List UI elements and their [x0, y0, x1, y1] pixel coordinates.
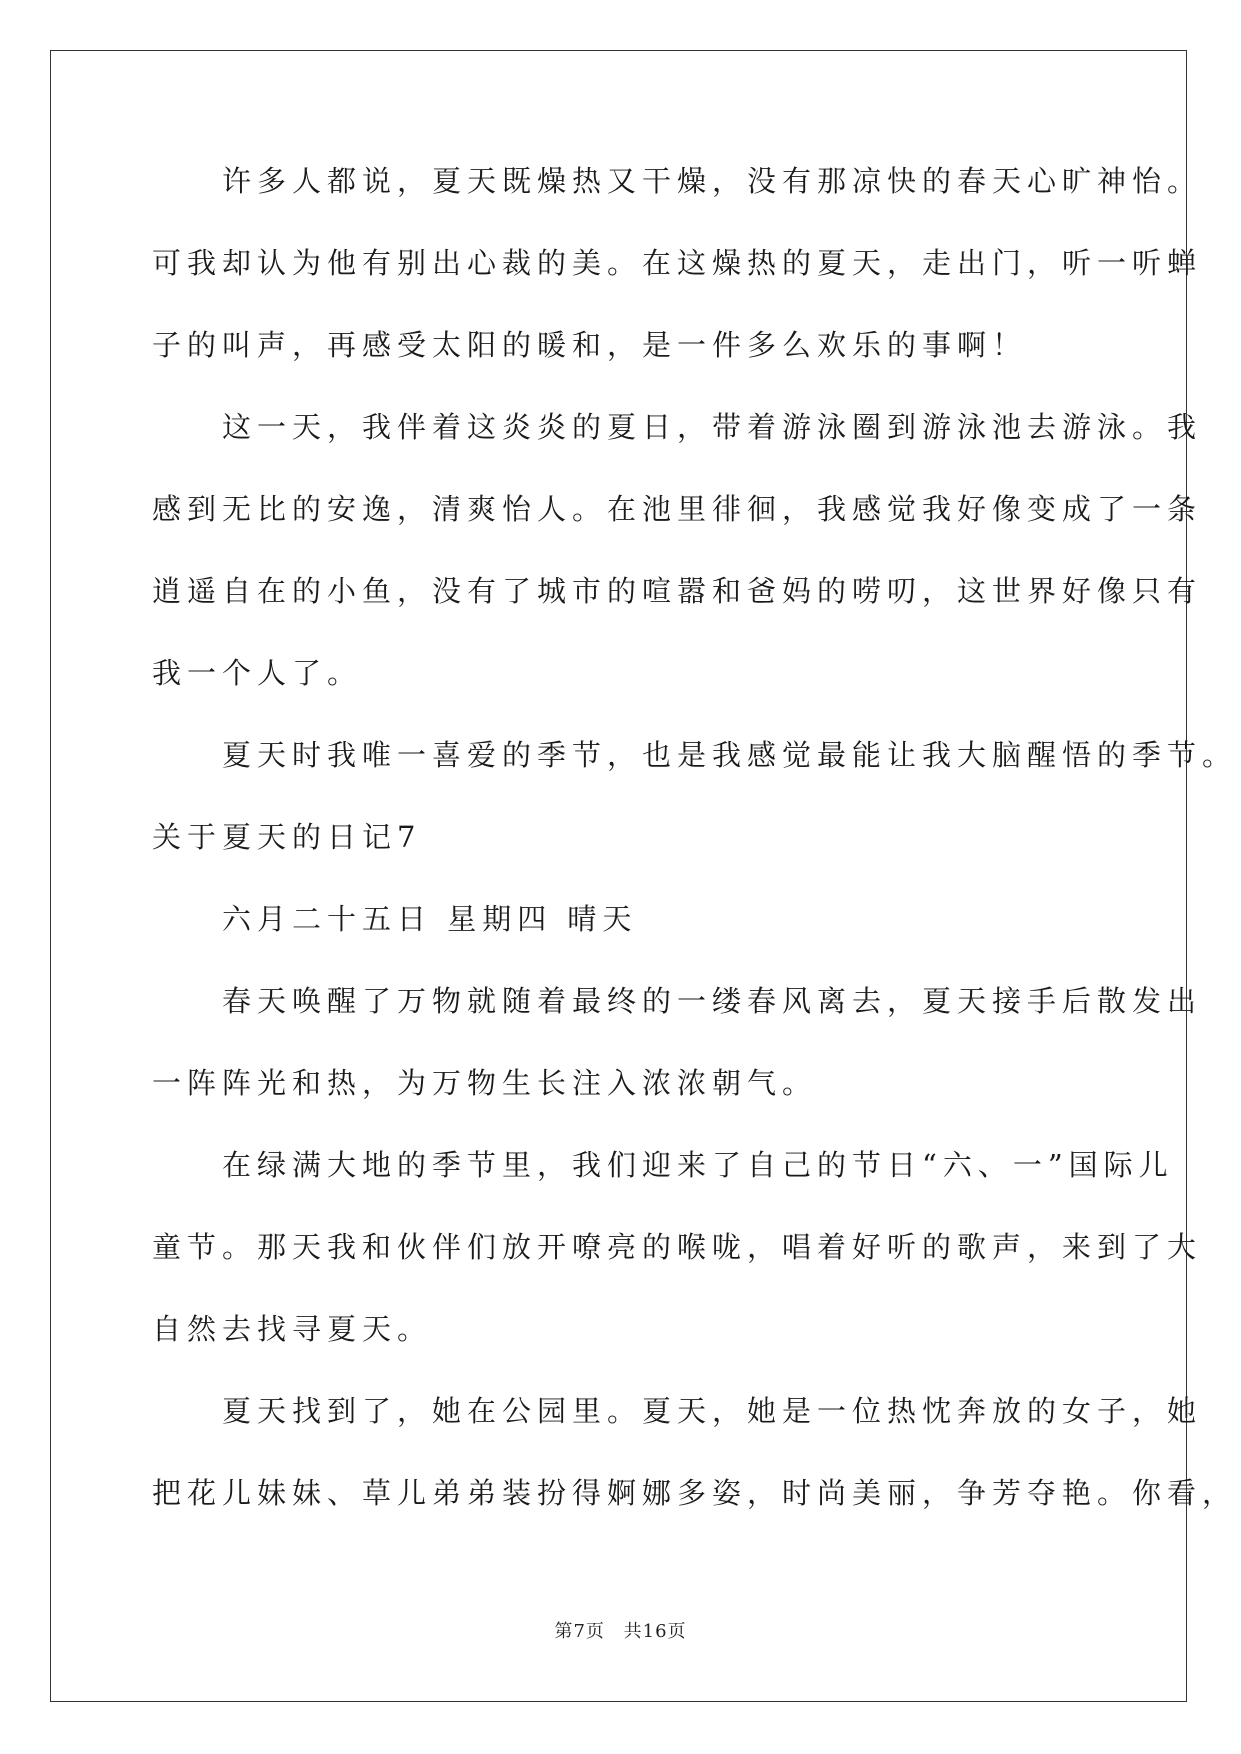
text-line: 这一天，我伴着这炎炎的夏日，带着游泳圈到游泳池去游泳。我 — [152, 410, 1203, 444]
text-line: 童节。那天我和伙伴们放开嘹亮的喉咙，唱着好听的歌声，来到了大 — [152, 1230, 1203, 1264]
text-line: 可我却认为他有别出心裁的美。在这燥热的夏天，走出门，听一听蝉 — [152, 246, 1203, 280]
text-line: 感到无比的安逸，清爽怡人。在池里徘徊，我感觉我好像变成了一条 — [152, 492, 1203, 526]
text-line: 夏天时我唯一喜爱的季节，也是我感觉最能让我大脑醒悟的季节。 — [152, 738, 1238, 772]
page-total: 共16页 — [623, 1621, 687, 1642]
text-line: 逍遥自在的小鱼，没有了城市的喧嚣和爸妈的唠叨，这世界好像只有 — [152, 574, 1203, 608]
document-body — [152, 160, 1238, 1554]
text-line: 我一个人了。 — [152, 656, 363, 690]
text-line: 夏天找到了，她在公园里。夏天，她是一位热忱奔放的女子，她 — [152, 1394, 1203, 1428]
section-heading: 关于夏天的日记7 — [152, 820, 422, 854]
diary-date-line: 六月二十五日 星期四 晴天 — [152, 902, 638, 936]
text-line: 许多人都说，夏天既燥热又干燥，没有那凉快的春天心旷神怡。 — [152, 164, 1203, 198]
text-line: 春天唤醒了万物就随着最终的一缕春风离去，夏天接手后散发出 — [152, 984, 1203, 1018]
text-line: 一阵阵光和热，为万物生长注入浓浓朝气。 — [152, 1066, 818, 1100]
page-number: 第7页 — [554, 1621, 605, 1642]
text-line: 在绿满大地的季节里，我们迎来了自己的节日“六、一”国际儿 — [152, 1148, 1174, 1182]
page-footer — [0, 1617, 1241, 1643]
text-line: 子的叫声，再感受太阳的暖和，是一件多么欢乐的事啊！ — [152, 328, 1028, 362]
text-line: 把花儿妹妹、草儿弟弟装扮得婀娜多姿，时尚美丽，争芳夺艳。你看， — [152, 1476, 1238, 1510]
text-line: 自然去找寻夏天。 — [152, 1312, 433, 1346]
